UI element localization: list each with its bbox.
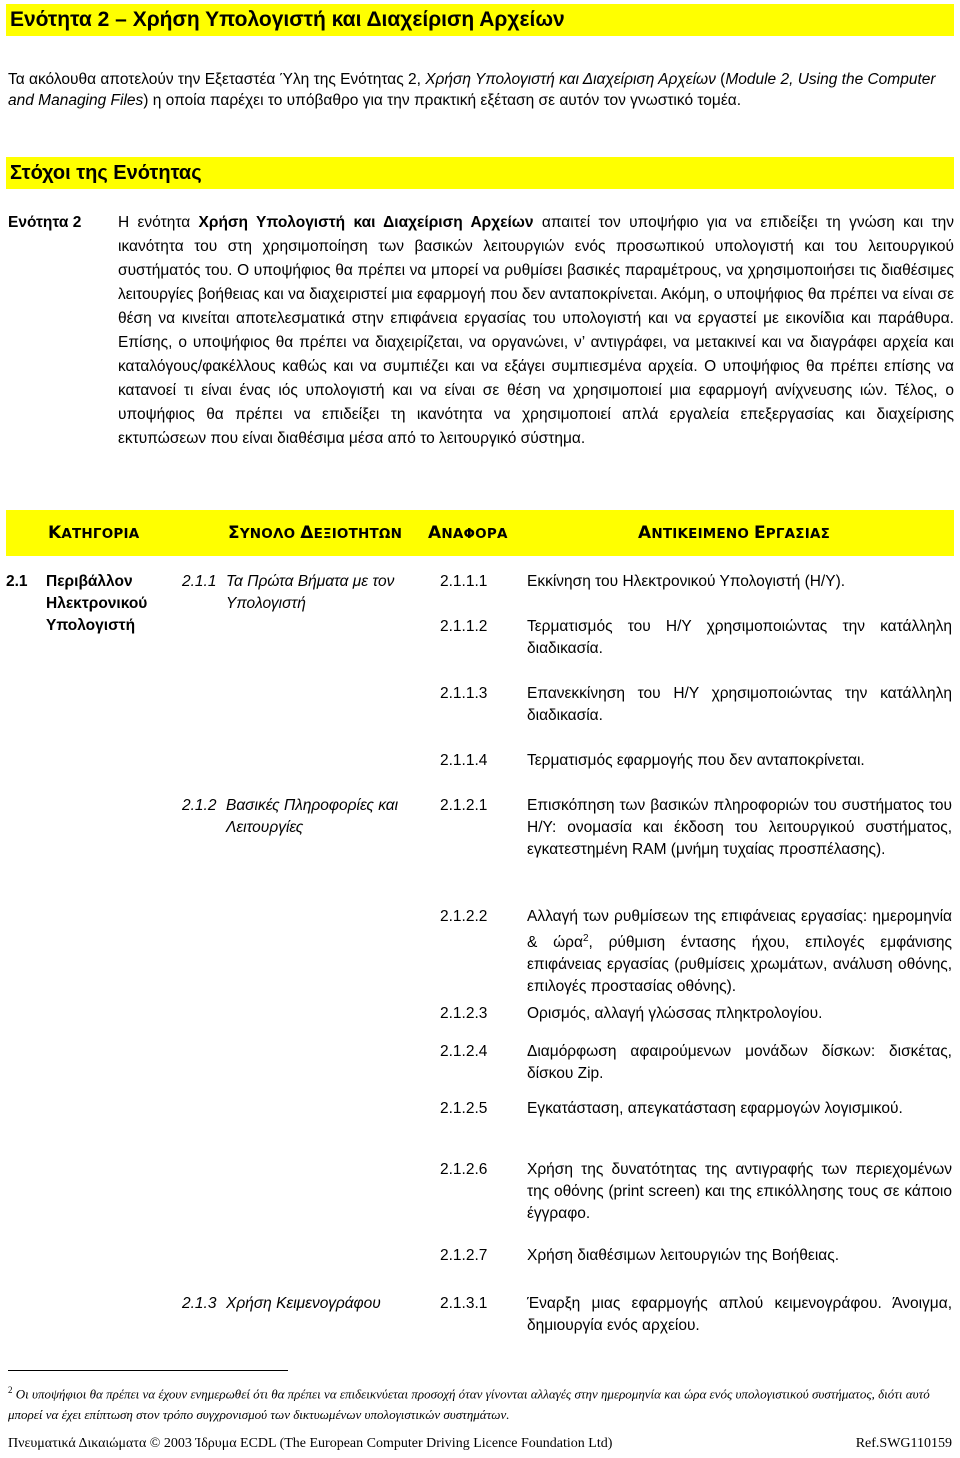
skillset-item <box>182 571 432 615</box>
task-text: Ορισμός, αλλαγή γλώσσας πληκτρολογίου. <box>527 1005 823 1022</box>
footer-reference: Ref.SWG110159 <box>855 1436 952 1451</box>
header-task: ΑΝΤΙΚΕΙΜΕΝΟ ΕΡΓΑΣΙΑΣ <box>638 523 831 543</box>
task-text: Επισκόπηση των βασικών πληροφοριών του συστήματος του Η/Υ: ονομασία και έκδοση του λειτουργικού συστήματος, εγκατεστημένη RAM (μνήμη τυχαίας προσπέλασης). <box>527 797 952 858</box>
ref-number: 2.1.1.1 <box>440 573 488 590</box>
goals-text-a: Η ενότητα <box>118 214 199 231</box>
skillset-number: 2.1.1 <box>182 573 217 590</box>
footnote-divider <box>8 1370 288 1371</box>
intro-text-2: ( <box>715 71 726 88</box>
ref-number: 2.1.2.7 <box>440 1247 488 1264</box>
skillset-item <box>182 1293 432 1315</box>
ref-number: 2.1.1.3 <box>440 685 488 702</box>
intro-module-name-en: Module 2, Using the Computer and Managing Files <box>8 71 936 109</box>
ref-number: 2.1.2.1 <box>440 797 488 814</box>
ref-number: 2.1.2.2 <box>440 908 488 925</box>
intro-text-1: Τα ακόλουθα αποτελούν την Εξεταστέα Ύλη της Ενότητας 2, <box>8 71 426 88</box>
ref-number: 2.1.2.5 <box>440 1100 488 1117</box>
ref-number: 2.1.2.6 <box>440 1161 488 1178</box>
skillset-name: Τα Πρώτα Βήματα με τον Υπολογιστή <box>226 573 395 612</box>
goals-module-name: Χρήση Υπολογιστή και Διαχείριση Αρχείων <box>198 214 534 231</box>
category-name: Περιβάλλον Ηλεκτρονικού Υπολογιστή <box>46 573 148 634</box>
ref-number: 2.1.2.4 <box>440 1043 488 1060</box>
footnote-marker: 2 <box>8 1385 13 1395</box>
task-text: Τερματισμός εφαρμογής που δεν ανταποκρίνεται. <box>527 752 865 769</box>
task-text: Εγκατάσταση, απεγκατάσταση εφαρμογών λογισμικού. <box>527 1100 903 1117</box>
footer-copyright: Πνευματικά Δικαιώματα © 2003 Ίδρυμα ECDL (The European Computer Driving Licence Foundation Ltd) <box>8 1436 613 1451</box>
goals-text-b: απαιτεί τον υποψήφιο για να επιδείξει τη γνώση και την ικανότητα του στη χρησιμοποίηση των βασικών λειτουργιών ενός προσωπικού υπολογιστή και του λειτουργικού συστήματός του. Ο υποψήφιος θα πρέπει να μπορεί να ρυθμίσει βασικές παραμέτρους, να χρησιμοποιήσει τις διαθέσιμες λειτουργίες βοήθειας και να διαχειριστεί μια εφαρμογή που δεν ανταποκρίνεται. Ακόμη, ο υποψήφιος θα πρέπει να είναι σε θέση να κινείται αποτελεσματικά στην επιφάνεια εργασίας του υπολογιστή και να εργαστεί με εικονίδια και παράθυρα. Επίσης, ο υποψήφιος θα πρέπει να διαχειρίζεται, να οργανώνει, ν’ αντιγράφει, να μετακινεί και να διαγράφει αρχεία και καταλόγους/φακέλλους καθώς και να συμπιέζει και να εξάγει συμπιεσμένα αρχεία. Ο υποψήφιος θα πρέπει επίσης να κατανοεί τι είναι ένας ιός υπολογιστή και να είναι σε θέση να χρησιμοποιεί μια εφαρμογή ανίχνευσης ιών. Τέλος, ο υποψήφιος θα πρέπει να επιδείξει τη ικανότητα να χρησιμοποιεί απλά εργαλεία επεξεργασίας και διαχείρισης εκτυπώσεων που είναι διαθέσιμα μέσα από το λειτουργικό σύστημα. <box>118 214 954 447</box>
task-text: Τερματισμός του Η/Υ χρησιμοποιώντας την κατάλληλη διαδικασία. <box>527 618 952 657</box>
task-text: Χρήση διαθέσιμων λειτουργιών της Βοήθειας. <box>527 1247 840 1264</box>
skillset-name: Χρήση Κειμενογράφου <box>226 1295 381 1312</box>
task-text: Διαμόρφωση αφαιρούμενων μονάδων δίσκων: δισκέτας, δίσκου Zip. <box>527 1043 952 1082</box>
ref-number: 2.1.2.3 <box>440 1005 488 1022</box>
page-title: Ενότητα 2 – Χρήση Υπολογιστή και Διαχείριση Αρχείων <box>6 4 954 36</box>
header-ref: ΑΝΑΦΟΡΑ <box>428 523 508 543</box>
category-number: 2.1 <box>6 573 28 590</box>
skillset-number: 2.1.2 <box>182 797 217 814</box>
skillset-number: 2.1.3 <box>182 1295 217 1312</box>
intro-paragraph <box>8 69 954 111</box>
intro-text-3: ) η οποία παρέχει το υπόβαθρο για την πρακτική εξέταση σε αυτόν τον γνωστικό τομέα. <box>143 92 741 109</box>
header-skillset: ΣΥΝΟΛΟ ΔΕΞΙΟΤΗΤΩΝ <box>228 523 403 543</box>
module-label: Ενότητα 2 <box>8 214 82 231</box>
module-goals-text <box>118 211 954 451</box>
skillset-item <box>182 795 432 839</box>
task-text: Χρήση της δυνατότητας της αντιγραφής των περιεχομένων της οθόνης (print screen) και της επικόλλησης τους σε κάποιο έγγραφο. <box>527 1161 952 1222</box>
goals-heading: Στόχοι της Ενότητας <box>6 157 954 189</box>
footnote-ref: 2 <box>582 933 589 944</box>
footnote-text: Οι υποψήφιοι θα πρέπει να έχουν ενημερωθεί ότι θα πρέπει να επιδεικνύεται προσοχή όταν γίνονται αλλαγές στην ημερομηνία και ώρα ενός υπολογιστικού συστήματος, διότι αυτό μπορεί να έχει επίπτωση στον τρόπο συγχρονισμού των δικτυωμένων υπολογιστικών συστημάτων. <box>8 1386 930 1423</box>
skillset-name: Βασικές Πληροφορίες και Λειτουργίες <box>226 797 399 836</box>
intro-module-name: Χρήση Υπολογιστή και Διαχείριση Αρχείων <box>425 71 716 88</box>
ref-number: 2.1.3.1 <box>440 1295 488 1312</box>
task-text: Εκκίνηση του Ηλεκτρονικού Υπολογιστή (Η/Υ). <box>527 573 846 590</box>
ref-number: 2.1.1.4 <box>440 752 488 769</box>
table-header <box>6 510 954 556</box>
task-text: Αλλαγή των ρυθμίσεων της επιφάνειας εργασίας: ημερομηνία & ώρα$^2$, ρύθμιση έντασης ήχου, επιλογές εμφάνισης επιφάνειας εργασίας (ρυθμίσεις χρωμάτων, ανάλυση οθόνης, επιλογές προστασίας οθόνης). <box>527 908 952 996</box>
ref-number: 2.1.1.2 <box>440 618 488 635</box>
task-text: Έναρξη μιας εφαρμογής απλού κειμενογράφου. Άνοιγμα, δημιουργία ενός αρχείου. <box>527 1295 952 1334</box>
header-category: ΚΑΤΗΓΟΡΙΑ <box>48 523 140 543</box>
task-text: Επανεκκίνηση του Η/Υ χρησιμοποιώντας την κατάλληλη διαδικασία. <box>527 685 952 724</box>
footnote <box>8 1380 954 1425</box>
